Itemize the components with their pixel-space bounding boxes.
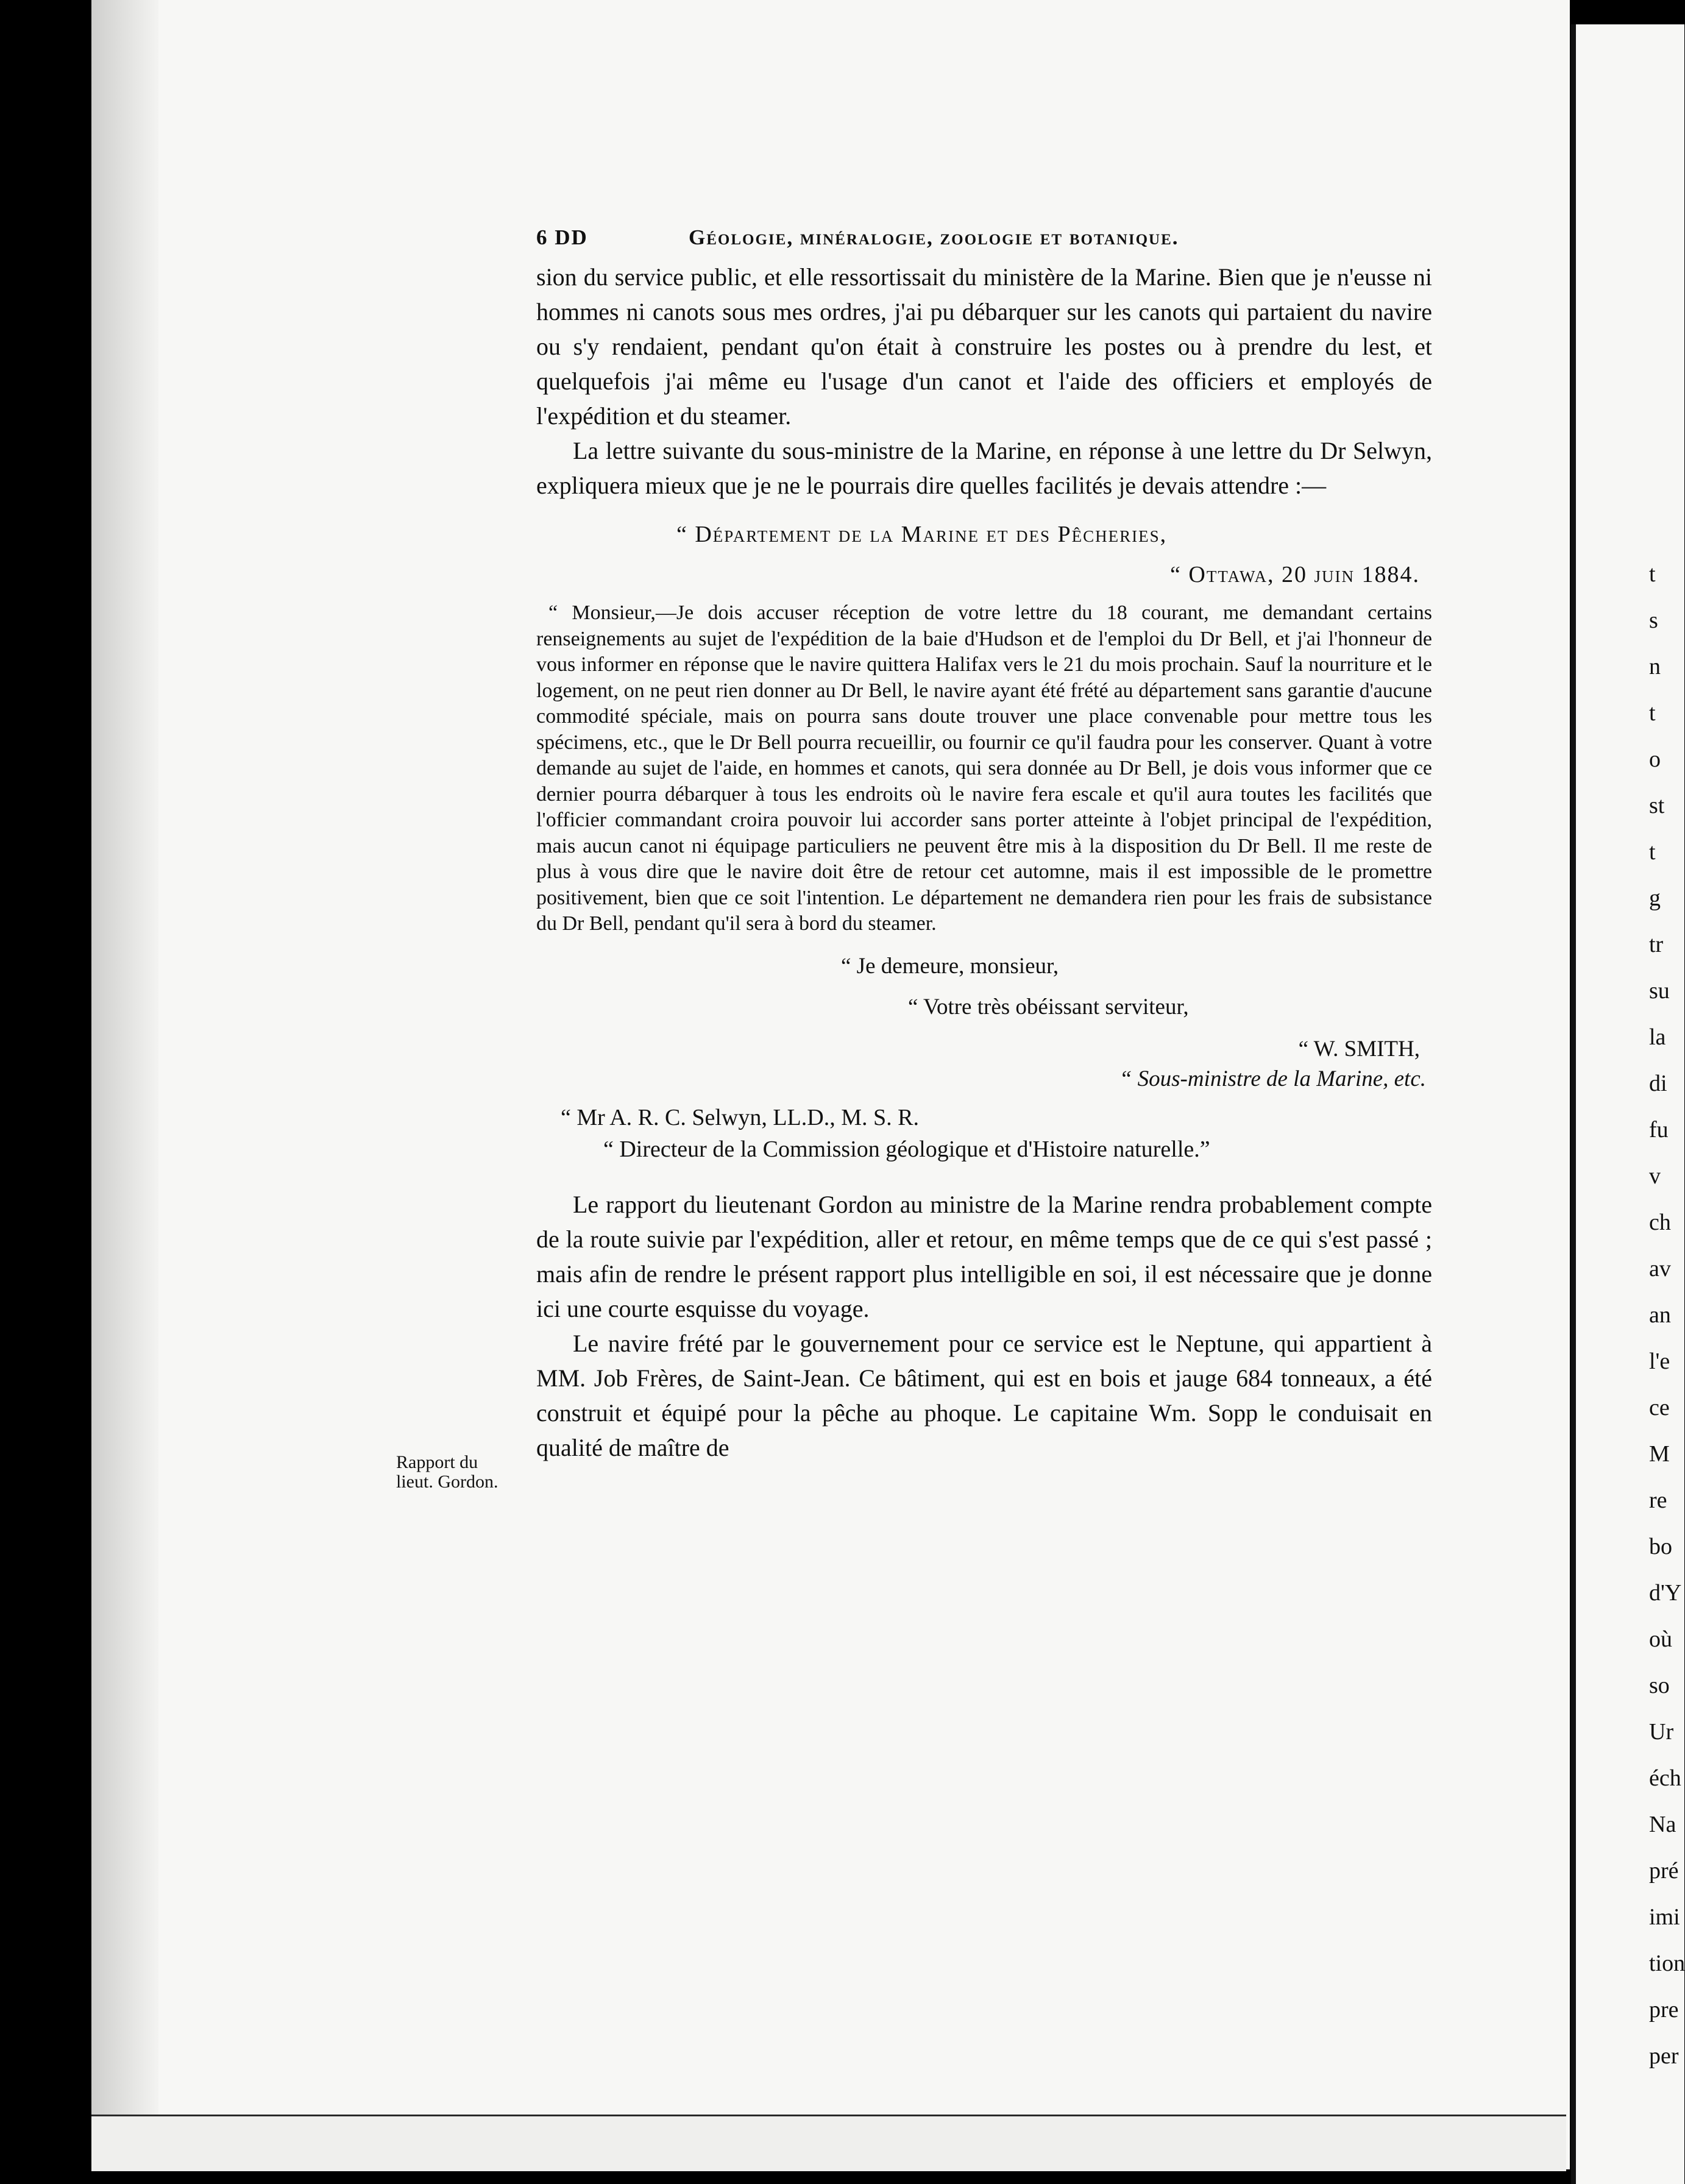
next-page-fragment: éch bbox=[1649, 1765, 1681, 1791]
letter-signature: “ W. SMITH, bbox=[1298, 1036, 1420, 1062]
body-paragraph: Le rapport du lieutenant Gordon au ministre de la Marine rendra probablement compte de la route suivie par l'expédition, aller et retour, en même temps que de ce qui s'est passé ; mais afin de rendre le présent rapport plus intelligible en soi, il est nécessaire que je donne ici une courte esquisse du voyage. bbox=[536, 1190, 1432, 1322]
page-number: 6 DD bbox=[536, 225, 588, 249]
letter-closing: “ Je demeure, monsieur, bbox=[841, 953, 1059, 979]
next-page-fragment: so bbox=[1649, 1673, 1670, 1698]
running-title: Géologie, minéralogie, zoologie et botanique. bbox=[689, 225, 1179, 249]
next-page-fragment: pré bbox=[1649, 1858, 1679, 1884]
next-page-fragment: v bbox=[1649, 1163, 1661, 1189]
next-page-fragment: imi bbox=[1649, 1904, 1680, 1930]
page-content bbox=[536, 225, 1432, 1465]
next-page-fragment: fu bbox=[1649, 1117, 1669, 1143]
next-page-fragment: n bbox=[1649, 654, 1661, 679]
margin-note: Rapport du lieut. Gordon. bbox=[396, 1452, 498, 1492]
next-page-fragment: t bbox=[1649, 700, 1656, 726]
next-page-fragment: l'e bbox=[1649, 1349, 1670, 1374]
next-page-fragment: g bbox=[1649, 885, 1661, 911]
next-page-fragment: Ur bbox=[1649, 1719, 1674, 1745]
next-page-fragment: la bbox=[1649, 1024, 1666, 1050]
next-page-fragment: av bbox=[1649, 1256, 1671, 1282]
next-page-fragment: pre bbox=[1649, 1997, 1679, 2023]
letter-body: “ Monsieur,—Je dois accuser réception de votre lettre du 18 courant, me demandant certains renseignements au sujet de l'expédition de la baie d'Hudson et de l'emploi du Dr Bell, et j'ai l'honneur de vous informer en réponse que le navire quittera Halifax vers le 21 du mois prochain. Sauf la nourriture et le logement, on ne peut rien donner au Dr Bell, le navire ayant été frété au département sans garantie d'aucune commodité spéciale, mais on pourra sans doute trouver une place convenable pour mettre tous les spécimens, etc., que le Dr Bell pourra recueillir, ou fournir ce qu'il faudra pour les conserver. Quant à votre demande au sujet de l'aide, en hommes et canots, qui sera donnée au Dr Bell, je dois vous informer que ce dernier pourra débarquer à tous les endroits où le navire fera escale et qu'il aura toutes les facilités que l'officier commandant croira pouvoir lui accorder sans porter atteinte à l'objet principal de l'expédition, mais aucun canot ni équipage particuliers ne peuvent être mis à la disposition du Dr Bell. Il me reste de plus à vous dire que le navire doit être de retour cet automne, mais il est impossible de le promettre positivement, bien que ce soit l'intention. Le département ne demandera rien pour les frais de subsistance du Dr Bell, pendant qu'il sera à bord du steamer. bbox=[536, 601, 1432, 935]
body-paragraph: Le navire frété par le gouvernement pour ce service est le Neptune, qui appartient à MM. Job Frères, de Saint-Jean. Ce bâtiment, qui est en bois et jauge 684 tonneaux, a été construit et équipé pour la pêche au phoque. Le capitaine Wm. Sopp le conduisait en qualité de maître de bbox=[536, 1329, 1432, 1461]
next-page-fragment: t bbox=[1649, 561, 1656, 587]
next-page-fragment: di bbox=[1649, 1071, 1667, 1096]
page-bottom-edge bbox=[91, 2115, 1566, 2171]
next-page-fragment: an bbox=[1649, 1302, 1671, 1328]
letter-department: “ Département de la Marine et des Pêcheries, bbox=[676, 522, 1168, 547]
next-page-fragment: ch bbox=[1649, 1210, 1671, 1235]
letter-addressee: “ Mr A. R. C. Selwyn, LL.D., M. S. R. bbox=[561, 1104, 919, 1130]
letter-addressee-title: “ Directeur de la Commission géologique et d'Histoire naturelle.” bbox=[603, 1136, 1210, 1162]
next-page-fragment: ce bbox=[1649, 1395, 1670, 1420]
next-page-fragment: s bbox=[1649, 608, 1658, 633]
next-page-fragment: d'Y bbox=[1649, 1580, 1682, 1606]
letter-place-date: “ Ottawa, 20 juin 1884. bbox=[1170, 562, 1420, 587]
intro-paragraph: La lettre suivante du sous-ministre de la Marine, en réponse à une lettre du Dr Selwyn, expliquera mieux que je ne le pourrais dire quelles facilités je devais attendre :— bbox=[536, 437, 1432, 499]
next-page-fragment: st bbox=[1649, 793, 1665, 818]
next-page-fragment: o bbox=[1649, 746, 1661, 772]
letter-closing: “ Votre très obéissant serviteur, bbox=[908, 994, 1189, 1019]
running-header bbox=[536, 225, 1432, 250]
next-page-fragment: bo bbox=[1649, 1534, 1672, 1559]
next-page-fragment: per bbox=[1649, 2043, 1679, 2069]
page-gutter bbox=[91, 0, 158, 2115]
next-page-fragment: re bbox=[1649, 1487, 1667, 1513]
next-page-fragment: M bbox=[1649, 1441, 1670, 1467]
next-page-fragment: t bbox=[1649, 839, 1656, 865]
intro-paragraph: sion du service public, et elle ressortissait du ministère de la Marine. Bien que je n'eusse ni hommes ni canots sous mes ordres, j'ai pu débarquer sur les canots qui partaient du navire ou s'y rendaient, pendant qu'on était à construire les postes ou à prendre du lest, et quelquefois j'ai même eu l'usage d'un canot et l'aide des officiers et employés de l'expédition et du steamer. bbox=[536, 263, 1432, 430]
next-page-fragment: où bbox=[1649, 1626, 1672, 1652]
next-page-fragment: su bbox=[1649, 978, 1670, 1004]
next-page-fragment: tr bbox=[1649, 932, 1664, 957]
next-page-fragment: Na bbox=[1649, 1812, 1676, 1837]
next-page-fragment: tion bbox=[1649, 1951, 1685, 1976]
letter-signature-title: “ Sous-ministre de la Marine, etc. bbox=[1119, 1066, 1426, 1091]
